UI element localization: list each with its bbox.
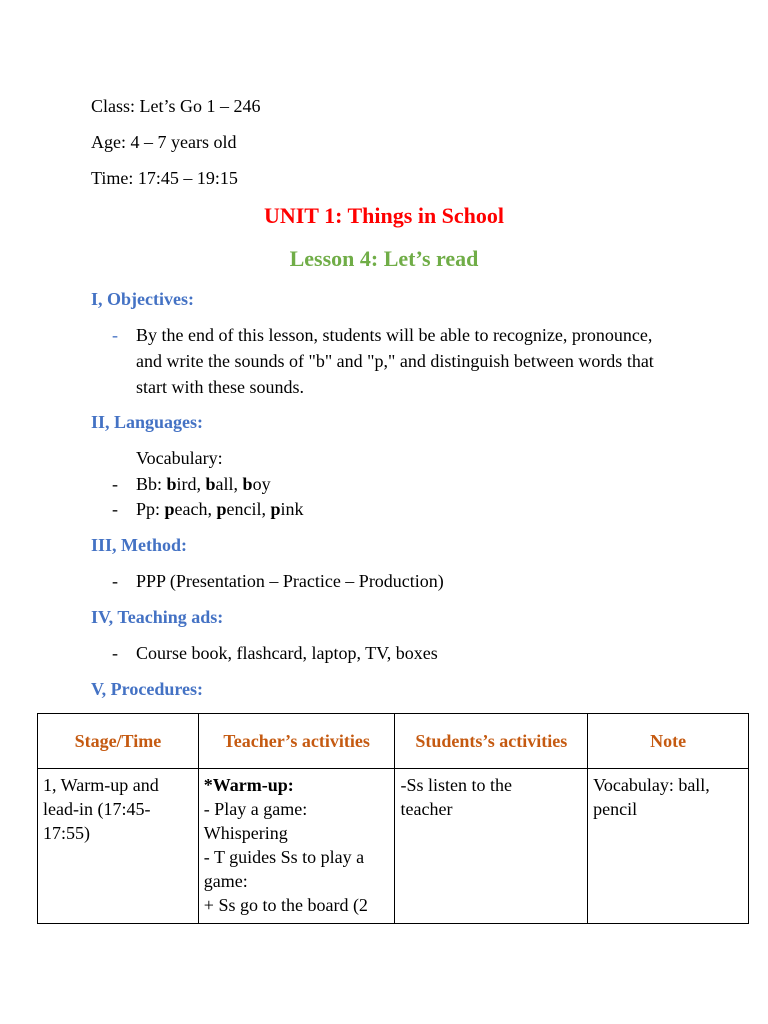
students-cell [395, 769, 588, 924]
cell-line: + Ss go to the board (2 [203, 895, 368, 915]
bullet-dash: - [112, 643, 118, 663]
header-students-activities: Students’s activities [395, 714, 588, 769]
cell-line: game: [203, 871, 248, 891]
class-line: Class: Let’s Go 1 – 246 [91, 96, 261, 116]
table-header-row [38, 714, 749, 769]
unit-title: UNIT 1: Things in School [263, 203, 505, 228]
bullet-dash: - [112, 474, 118, 494]
objectives-text: By the end of this lesson, students will be able to recognize, pronounce, and write the sounds of "b" and "p," and distinguish between words that start with these sounds. [136, 325, 654, 397]
cell-line: - T guides Ss to play a [203, 847, 365, 867]
bullet-dash: - [112, 499, 118, 519]
procedures-heading: V, Procedures: [91, 679, 203, 699]
teaching-aids-text: Course book, flashcard, laptop, TV, boxes [136, 643, 438, 663]
cell-line: 1, Warm-up and [43, 775, 159, 795]
time-line: Time: 17:45 – 19:15 [91, 168, 238, 188]
vocab-word-rest: each, [174, 499, 217, 519]
header-teacher-activities: Teacher’s activities [198, 714, 395, 769]
cell-line: Whispering [203, 823, 288, 843]
vocab-initial: b [166, 474, 177, 494]
age-line: Age: 4 – 7 years old [91, 132, 237, 152]
vocab-initial: b [205, 474, 216, 494]
teaching-aids-heading: IV, Teaching ads: [91, 607, 224, 627]
vocabulary-label: Vocabulary: [136, 448, 223, 468]
vocab-word-rest: encil, [226, 499, 271, 519]
lesson-title: Lesson 4: Let’s read [289, 246, 479, 271]
vocab-initial: p [270, 499, 281, 519]
cell-line: teacher [400, 799, 453, 819]
vocab-prefix: Bb: [136, 474, 167, 494]
vocab-initial: p [216, 499, 227, 519]
teacher-cell [198, 769, 395, 924]
method-heading: III, Method: [91, 535, 188, 555]
vocab-initial: p [164, 499, 175, 519]
bullet-dash: - [112, 571, 118, 591]
vocab-word-rest: all, [215, 474, 243, 494]
stage-cell [38, 769, 199, 924]
cell-line: lead-in (17:45- [43, 799, 151, 819]
bullet-dash: - [112, 325, 118, 345]
method-text: PPP (Presentation – Practice – Production) [136, 571, 444, 591]
vocab-prefix: Pp: [136, 499, 165, 519]
vocab-word-rest: ird, [176, 474, 206, 494]
header-stage-time: Stage/Time [38, 714, 199, 769]
languages-heading: II, Languages: [91, 412, 204, 432]
cell-line: -Ss listen to the [400, 775, 512, 795]
objectives-heading: I, Objectives: [91, 289, 194, 309]
note-cell [588, 769, 749, 924]
header-note: Note [588, 714, 749, 769]
vocab-initial: b [242, 474, 253, 494]
cell-line: 17:55) [43, 823, 90, 843]
vocab-word-rest: oy [252, 474, 271, 494]
table-row [38, 769, 749, 924]
vocab-word-rest: ink [280, 499, 304, 519]
procedures-table [37, 713, 749, 924]
cell-line: - Play a game: [203, 799, 308, 819]
cell-line: Vocabulay: ball, [593, 775, 710, 795]
cell-line: pencil [593, 799, 638, 819]
warm-up-label: *Warm-up: [203, 775, 294, 795]
